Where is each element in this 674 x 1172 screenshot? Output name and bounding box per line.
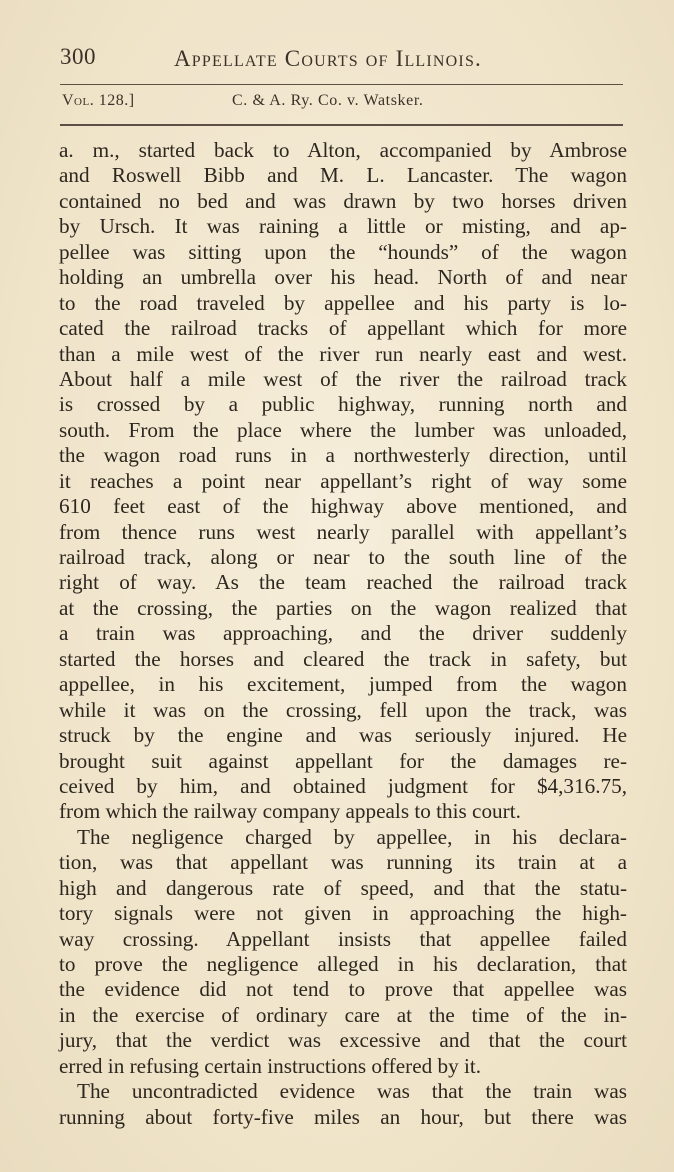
header-rule-top [60,84,623,85]
text-line: while it was on the crossing, fell upon the track, was [59,697,627,722]
text-line: to prove the negligence alleged in his declaration, that [59,952,627,976]
text-line: high and dangerous rate of speed, and that the statu- [59,875,627,900]
text-line: south. From the place where the lumber was unloaded, [59,417,627,442]
volume-label: Vol. 128.] [62,92,135,109]
case-subhead [62,92,622,118]
running-title: Appellate Courts of Illinois. [174,46,483,71]
text-line: 610 feet east of the highway above mentioned, and [59,494,627,519]
case-title: C. & A. Ry. Co. v. Watsker. [232,92,424,109]
text-line: in the exercise of ordinary care at the time of the in- [59,1002,627,1027]
text-line: from which the railway company appeals to this court. [59,799,521,824]
text-line: started the horses and cleared the track in safety, but [59,646,627,671]
text-line: The negligence charged by appellee, in his declara- [77,824,627,849]
text-line: than a mile west of the river run nearly east and west. [59,341,627,366]
text-line: pellee was sitting upon the “hounds” of the wagon [59,239,627,264]
header-rule-bottom [60,124,623,126]
text-line: running about forty-five miles an hour, but there was [59,1104,627,1129]
text-line: a train was approaching, and the driver suddenly [59,621,627,646]
text-line: to the road traveled by appellee and his party is lo- [59,290,627,315]
text-line: holding an umbrella over his head. North of and near [59,265,627,290]
text-line: About half a mile west of the river the railroad track [59,366,627,391]
text-line: erred in refusing certain instructions offered by it. [59,1053,482,1078]
text-line: contained no bed and was drawn by two horses driven [59,188,627,213]
text-line: way crossing. Appellant insists that appellee failed [59,926,627,951]
body-text [59,138,627,1130]
text-line: the wagon road runs in a northwesterly direction, until [59,443,627,468]
text-line: tory signals were not given in approaching the high- [59,901,627,926]
text-line: and Roswell Bibb and M. L. Lancaster. The wagon [59,163,627,188]
text-line: ceived by him, and obtained judgment for $4,316.75, [59,773,627,798]
text-line: a. m., started back to Alton, accompanied by Ambrose [59,138,627,162]
text-line: by Ursch. It was raining a little or misting, and ap- [59,214,627,239]
text-line: cated the railroad tracks of appellant which for more [59,316,627,341]
text-line: it reaches a point near appellant’s right of way some [59,468,627,493]
text-line: the evidence did not tend to prove that appellee was [59,977,627,1002]
text-line: jury, that the verdict was excessive and that the court [59,1028,627,1053]
text-line: The uncontradicted evidence was that the train was [77,1079,627,1104]
running-head [60,44,630,78]
text-line: at the crossing, the parties on the wagon realized that [59,595,627,620]
text-line: from thence runs west nearly parallel with appellant’s [59,519,627,544]
text-line: appellee, in his excitement, jumped from the wagon [59,672,627,697]
text-line: right of way. As the team reached the railroad track [59,570,627,595]
text-line: tion, was that appellant was running its train at a [59,850,627,875]
text-line: struck by the engine and was seriously injured. He [59,723,627,748]
page-number: 300 [60,44,96,69]
text-line: brought suit against appellant for the damages re- [59,748,627,773]
text-line: is crossed by a public highway, running north and [59,392,627,417]
text-line: railroad track, along or near to the south line of the [59,545,627,569]
